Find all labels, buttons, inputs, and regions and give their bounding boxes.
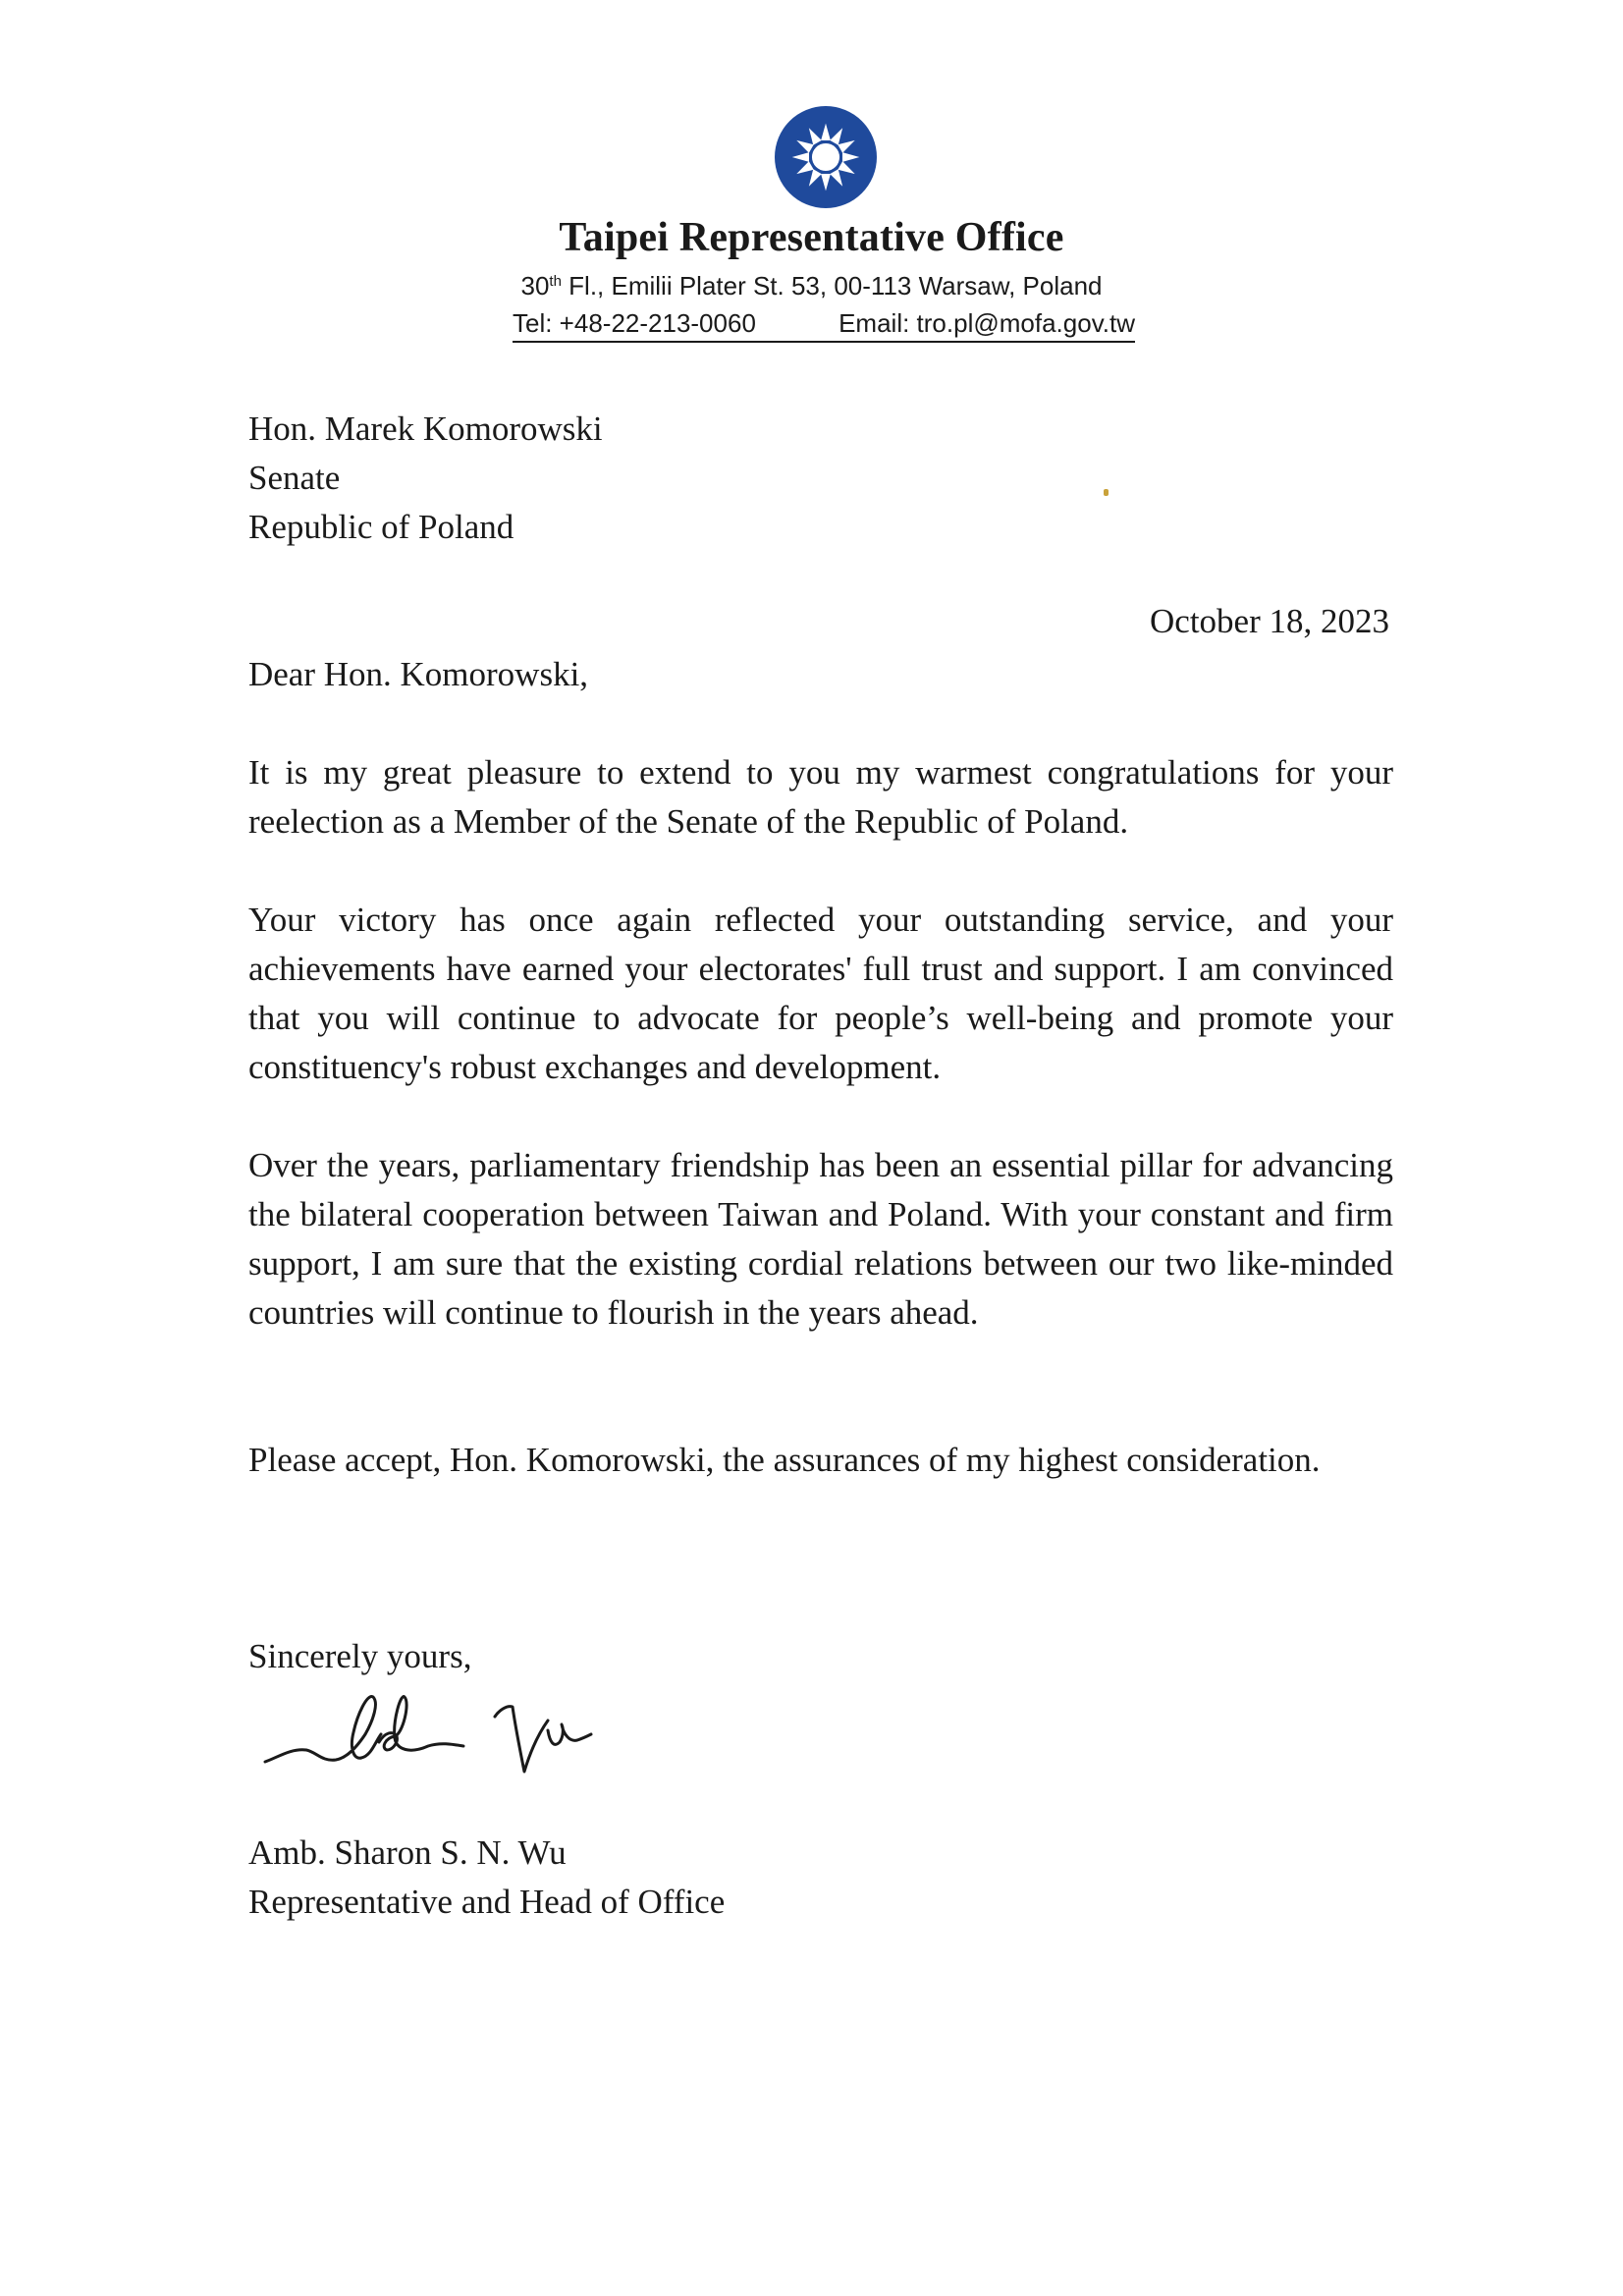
address-floor: 30 [520, 271, 550, 301]
signer-title: Representative and Head of Office [248, 1883, 726, 1921]
letter-date: October 18, 2023 [1150, 602, 1389, 640]
recipient-block [248, 405, 603, 552]
letterhead-contact [513, 308, 1135, 343]
letterhead-address [0, 271, 1623, 301]
signer-name: Amb. Sharon S. N. Wu [248, 1833, 567, 1872]
body-paragraph-1: It is my great pleasure to extend to you my warmest congratulations for your reelection as a Member of the Senate of the Republic of Poland. [248, 753, 1393, 841]
body-paragraph-2: Your victory has once again reflected your outstanding service, and your achievements have earned your electorates' full trust and support. I am convinced that you will continue to advocate for people’s well-being and promote your constituency's robust exchanges and development. [248, 901, 1393, 1086]
organization-name: Taipei Representative Office [559, 215, 1064, 260]
email: Email: tro.pl@mofa.gov.tw [839, 308, 1135, 338]
address-street: Fl., Emilii Plater St. 53, 00-113 Warsaw, Poland [561, 271, 1103, 301]
address-floor-suffix: th [549, 273, 562, 290]
recipient-country: Republic of Poland [248, 508, 514, 546]
handwritten-signature-icon [263, 1691, 617, 1784]
body-paragraph-3: Over the years, parliamentary friendship has been an essential pillar for advancing the bilateral cooperation between Taiwan and Poland. With your constant and firm support, I am sure that the existing cordial relations between our two like-minded countries will continue to flourish in the years ahead. [248, 1146, 1393, 1332]
salutation: Dear Hon. Komorowski, [248, 655, 589, 693]
body-paragraph-4: Please accept, Hon. Komorowski, the assurances of my highest consideration. [248, 1441, 1321, 1479]
recipient-name: Hon. Marek Komorowski [248, 410, 603, 448]
signer-block [248, 1829, 725, 1927]
telephone: Tel: +48-22-213-0060 [513, 308, 756, 338]
blue-sky-white-sun-emblem-icon [775, 106, 877, 208]
speck [1104, 489, 1109, 496]
recipient-body: Senate [248, 459, 341, 497]
closing: Sincerely yours, [248, 1637, 472, 1675]
